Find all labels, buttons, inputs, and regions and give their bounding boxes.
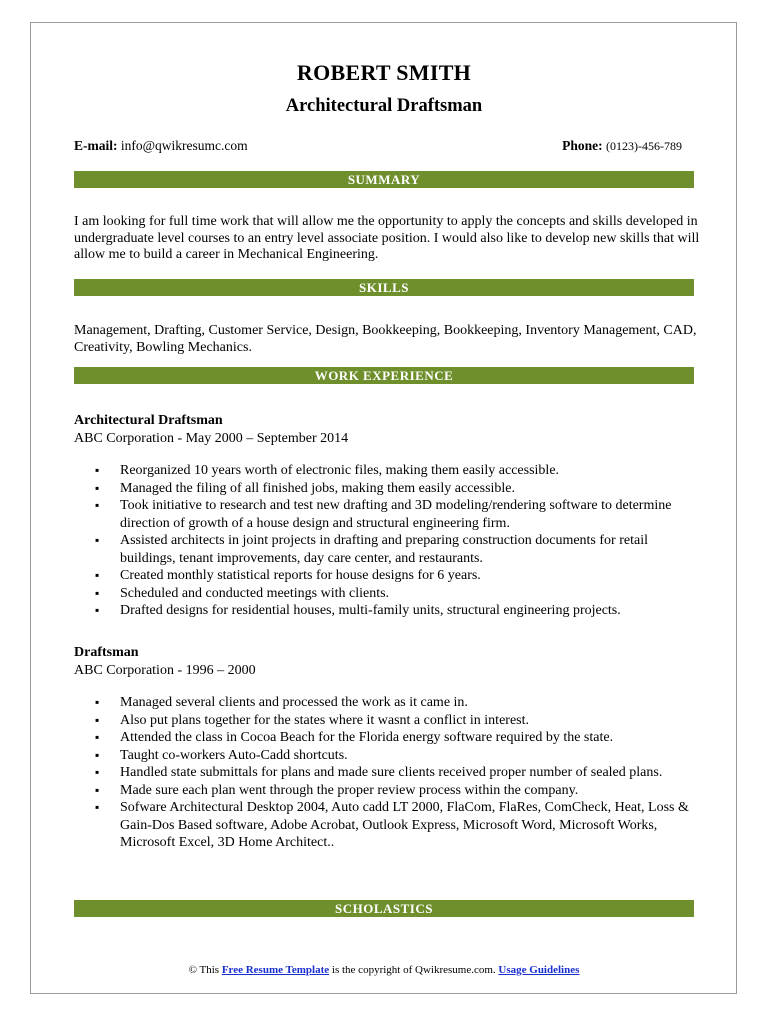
list-item: ▪ Managed several clients and processed the work as it came in. bbox=[74, 694, 694, 712]
free-resume-template-link[interactable]: Free Resume Template bbox=[221, 964, 330, 976]
email-line bbox=[74, 138, 248, 154]
list-item: ▪ Also put plans together for the states where it wasnt a conflict in interest. bbox=[74, 712, 694, 730]
list-item: ▪ Created monthly statistical reports for house designs for 6 years. bbox=[74, 567, 694, 585]
email-value: info@qwikresumc.com bbox=[120, 138, 248, 153]
skills-text: Management, Drafting, Customer Service, Design, Bookkeeping, Bookkeeping, Inventory Management, CAD, Creativity, Bowling Mechanics. bbox=[74, 323, 697, 355]
list-item: ▪ Scheduled and conducted meetings with clients. bbox=[74, 585, 694, 603]
summary-text: I am looking for full time work that will allow me the opportunity to apply the concepts and skills developed in undergraduate level courses to an entry level associate position. I would also like to develop new skills that will allow me to build a career in Mechanical Engineering. bbox=[74, 214, 700, 262]
footer-copyright bbox=[0, 964, 768, 976]
usage-guidelines-link[interactable]: Usage Guidelines bbox=[498, 964, 580, 976]
email-label: E-mail: bbox=[74, 138, 118, 153]
job-bullets bbox=[74, 462, 694, 620]
list-item: ▪ Drafted designs for residential houses, multi-family units, structural engineering projects. bbox=[74, 602, 694, 620]
job-title: Draftsman bbox=[74, 645, 139, 660]
list-item: ▪ Handled state submittals for plans and made sure clients received proper number of sealed plans. bbox=[74, 764, 694, 782]
section-skills-header: SKILLS bbox=[74, 279, 694, 296]
list-item: ▪ Attended the class in Cocoa Beach for the Florida energy software required by the state. bbox=[74, 729, 694, 747]
job-company: ABC Corporation - 1996 – 2000 bbox=[74, 663, 256, 678]
section-scholastics-header: SCHOLASTICS bbox=[74, 900, 694, 917]
candidate-name: ROBERT SMITH bbox=[296, 60, 472, 85]
list-item: ▪ Managed the filing of all finished jobs, making them easily accessible. bbox=[74, 480, 694, 498]
candidate-title: Architectural Draftsman bbox=[285, 96, 483, 116]
list-item: ▪ Made sure each plan went through the proper review process within the company. bbox=[74, 782, 694, 800]
job-company: ABC Corporation - May 2000 – September 2014 bbox=[74, 431, 349, 446]
section-work-header: WORK EXPERIENCE bbox=[74, 367, 694, 384]
job-bullets bbox=[74, 694, 694, 852]
phone-line bbox=[562, 138, 682, 154]
phone-label: Phone: bbox=[562, 138, 603, 153]
job-title: Architectural Draftsman bbox=[74, 413, 223, 428]
list-item: ▪ Taught co-workers Auto-Cadd shortcuts. bbox=[74, 747, 694, 765]
list-item: ▪ Reorganized 10 years worth of electronic files, making them easily accessible. bbox=[74, 462, 694, 480]
list-item: ▪ Assisted architects in joint projects in drafting and preparing construction documents for retail buildings, tenant improvements, day care center, and restaurants. bbox=[74, 532, 694, 567]
footer-middle: is the copyright of Qwikresume.com. bbox=[329, 964, 499, 976]
list-item: ▪ Sofware Architectural Desktop 2004, Auto cadd LT 2000, FlaCom, FlaRes, ComCheck, Heat, Loss & Gain-Dos Based software, Adobe Acrobat, Outlook Express, Microsoft Word, Microsoft Works, Microsoft Excel, 3D Home Architect.. bbox=[74, 799, 694, 852]
list-item: ▪ Took initiative to research and test new drafting and 3D modeling/rendering software to determine direction of growth of a house design and structural engineering firm. bbox=[74, 497, 694, 532]
footer-prefix: © This bbox=[188, 964, 222, 976]
section-summary-header: SUMMARY bbox=[74, 171, 694, 188]
phone-value: (0123)-456-789 bbox=[606, 139, 682, 153]
